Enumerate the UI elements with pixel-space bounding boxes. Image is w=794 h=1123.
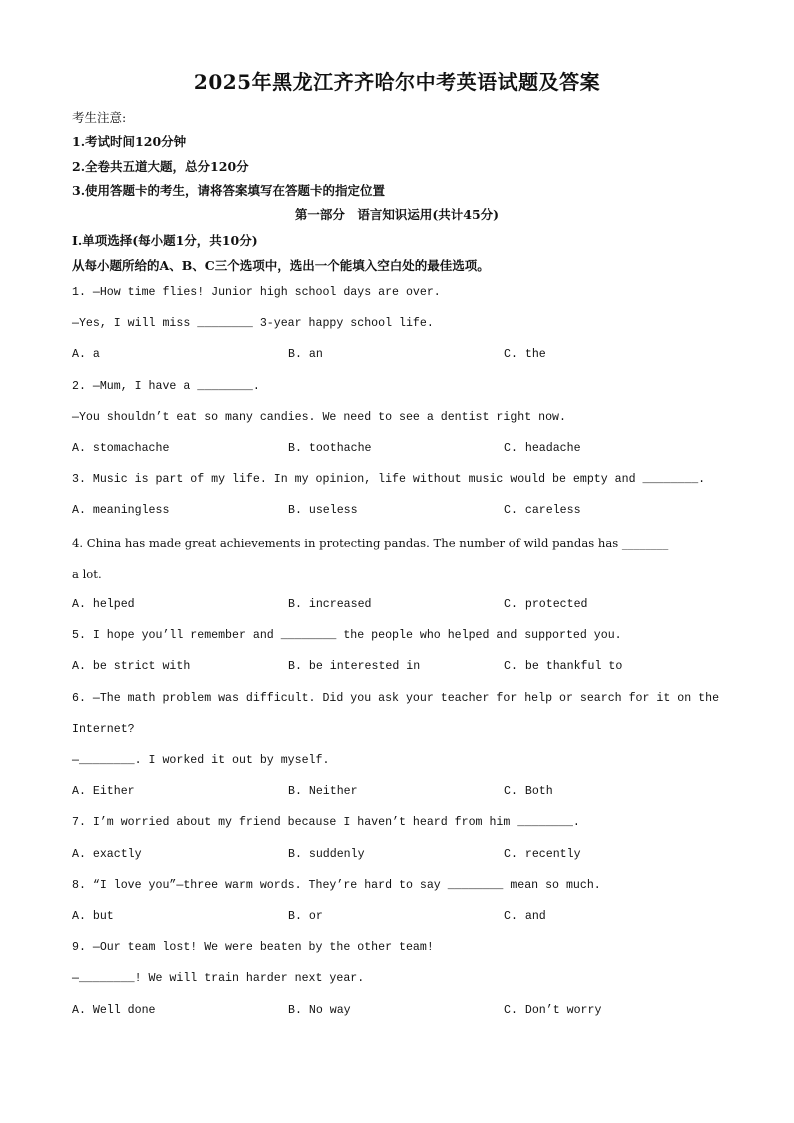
question-line: 9. —Our team lost! We were beaten by the other team! — [72, 941, 434, 954]
option-b: B. be interested in — [288, 660, 421, 673]
option-c: C. the — [504, 348, 546, 361]
question-line: 2. —Mum, I have a ________. — [72, 380, 260, 393]
question-line: 5. I hope you’ll remember and ________ the people who helped and supported you. — [72, 629, 622, 642]
option-b: B. toothache — [288, 442, 372, 455]
option-a: A. helped — [72, 598, 135, 611]
notice-item: 3.使用答题卡的考生，请将答案填写在答题卡的指定位置 — [72, 183, 386, 198]
option-b: B. increased — [288, 598, 372, 611]
option-b: B. No way — [288, 1004, 351, 1017]
question-line: —You shouldn’t eat so many candies. We need to see a dentist right now. — [72, 411, 566, 424]
notice-heading: 考生注意: — [72, 110, 127, 125]
question-line: —________! We will train harder next year. — [72, 972, 365, 985]
option-a: A. a — [72, 348, 100, 361]
option-c: C. Don’t worry — [504, 1004, 602, 1017]
question-line: Internet? — [72, 723, 135, 736]
question-line: —Yes, I will miss ________ 3-year happy school life. — [72, 317, 434, 330]
option-b: B. an — [288, 348, 323, 361]
option-c: C. be thankful to — [504, 660, 623, 673]
option-a: A. meaningless — [72, 504, 170, 517]
option-c: C. careless — [504, 504, 581, 517]
option-b: B. useless — [288, 504, 358, 517]
option-c: C. headache — [504, 442, 581, 455]
option-c: C. protected — [504, 598, 588, 611]
question-line: 6. —The math problem was difficult. Did you ask your teacher for help or search for it on the — [72, 692, 720, 705]
question-line: 4. China has made great achievements in protecting pandas. The number of wild pandas has ________ — [72, 536, 669, 550]
notice-item: 1.考试时间120分钟 — [72, 134, 187, 149]
question-line: 1. —How time flies! Junior high school days are over. — [72, 286, 441, 299]
section-heading: I.单项选择(每小题1分，共10分) — [72, 233, 258, 248]
option-c: C. Both — [504, 785, 553, 798]
section-instruction: 从每小题所给的A、B、C三个选项中，选出一个能填入空白处的最佳选项。 — [72, 258, 490, 273]
question-line: a lot. — [72, 567, 102, 581]
option-a: A. stomachache — [72, 442, 170, 455]
option-a: A. but — [72, 910, 114, 923]
notice-item: 2.全卷共五道大题，总分120分 — [72, 159, 249, 174]
option-a: A. be strict with — [72, 660, 191, 673]
option-c: C. and — [504, 910, 546, 923]
option-b: B. or — [288, 910, 323, 923]
question-line: 3. Music is part of my life. In my opinion, life without music would be empty and ________. — [72, 473, 706, 486]
option-c: C. recently — [504, 848, 581, 861]
page-title: 2025年黑龙江齐齐哈尔中考英语试题及答案 — [193, 70, 601, 94]
option-a: A. Well done — [72, 1004, 156, 1017]
option-a: A. exactly — [72, 848, 142, 861]
question-line: —________. I worked it out by myself. — [72, 754, 330, 767]
question-line: 8. “I love you”—three warm words. They’re hard to say ________ mean so much. — [72, 879, 601, 892]
question-line: 7. I’m worried about my friend because I haven’t heard from him ________. — [72, 816, 580, 829]
option-a: A. Either — [72, 785, 135, 798]
option-b: B. Neither — [288, 785, 358, 798]
part-title: 第一部分 语言知识运用(共计45分) — [294, 207, 500, 222]
option-b: B. suddenly — [288, 848, 365, 861]
